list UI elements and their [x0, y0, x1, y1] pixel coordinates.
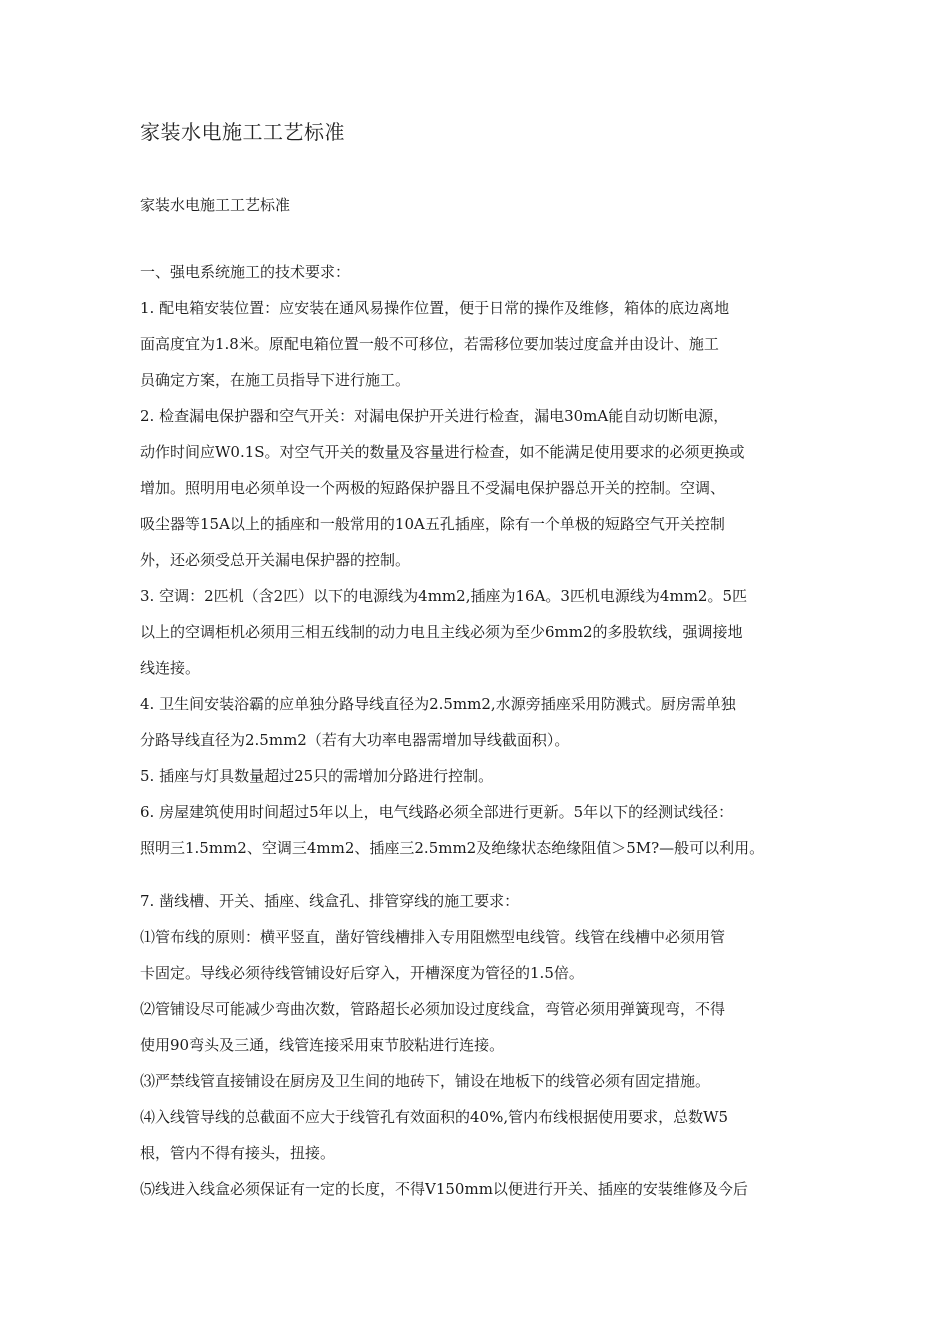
text-line: 2. 检查漏电保护器和空气开关：对漏电保护开关进行检查，漏电30mA能自动切断电源， — [140, 407, 729, 425]
text-line: 一、强电系统施工的技术要求： — [140, 263, 351, 281]
text-line: ⑷入线管导线的总截面不应大于线管孔有效面积的40%,管内布线根据使用要求，总数W5 — [140, 1108, 729, 1126]
document-body — [140, 254, 816, 1207]
text-line: 5. 插座与灯具数量超过25只的需增加分路进行控制。 — [140, 767, 494, 785]
text-line: 动作时间应W0.1S。对空气开关的数量及容量进行检查，如不能满足使用要求的必须更换或 — [140, 443, 745, 461]
text-line: 外，还必须受总开关漏电保护器的控制。 — [140, 551, 411, 569]
text-line: ⑸线进入线盒必须保证有一定的长度，不得V150mm以便进行开关、插座的安装维修及今后 — [140, 1180, 748, 1198]
document-subtitle: 家装水电施工工艺标准 — [140, 196, 291, 214]
text-line: 线连接。 — [140, 659, 201, 677]
text-line: ⑴管布线的原则：横平竖直，凿好管线槽排入专用阻燃型电线管。线管在线槽中必须用管 — [140, 928, 726, 946]
text-line: 增加。照明用电必须单设一个两极的短路保护器且不受漏电保护器总开关的控制。空调、 — [140, 479, 726, 497]
text-line: ⑵管铺设尽可能减少弯曲次数，管路超长必须加设过度线盒，弯管必须用弹簧现弯，不得 — [140, 1000, 726, 1018]
text-line: 1. 配电箱安装位置：应安装在通风易操作位置，便于日常的操作及维修，箱体的底边离地 — [140, 299, 730, 317]
text-line: 以上的空调柜机必须用三相五线制的动力电且主线必须为至少6mm2的多股软线，强调接地 — [140, 623, 743, 641]
text-line: ⑶严禁线管直接铺设在厨房及卫生间的地砖下，铺设在地板下的线管必须有固定措施。 — [140, 1072, 711, 1090]
text-line: 员确定方案，在施工员指导下进行施工。 — [140, 371, 411, 389]
text-line: 照明三1.5mm2、空调三4mm2、插座三2.5mm2及绝缘状态绝缘阻值＞5M?—般可以利用。 — [140, 839, 765, 857]
text-line: 卡固定。导线必须待线管铺设好后穿入，开槽深度为管径的1.5倍。 — [140, 964, 584, 982]
text-line: 3. 空调：2匹机（含2匹）以下的电源线为4mm2,插座为16A。3匹机电源线为4mm2。5匹 — [140, 587, 748, 605]
text-line: 4. 卫生间安装浴霸的应单独分路导线直径为2.5mm2,水源旁插座采用防溅式。厨房需单独 — [140, 695, 736, 713]
text-line: 6. 房屋建筑使用时间超过5年以上，电气线路必须全部进行更新。5年以下的经测试线径： — [140, 803, 734, 821]
text-line: 面高度宜为1.8米。原配电箱位置一般不可移位，若需移位要加装过度盒并由设计、施工 — [140, 335, 719, 353]
text-line: 分路导线直径为2.5mm2（若有大功率电器需增加导线截面积）。 — [140, 731, 570, 749]
text-line: 吸尘器等15A以上的插座和一般常用的10A五孔插座，除有一个单极的短路空气开关控制 — [140, 515, 725, 533]
document-title: 家装水电施工工艺标准 — [140, 120, 345, 144]
text-line: 根，管内不得有接头，扭接。 — [140, 1144, 336, 1162]
text-line: 7. 凿线槽、开关、插座、线盒孔、排管穿线的施工要求： — [140, 892, 520, 910]
text-line: 使用90弯头及三通，线管连接采用束节胶粘进行连接。 — [140, 1036, 505, 1054]
